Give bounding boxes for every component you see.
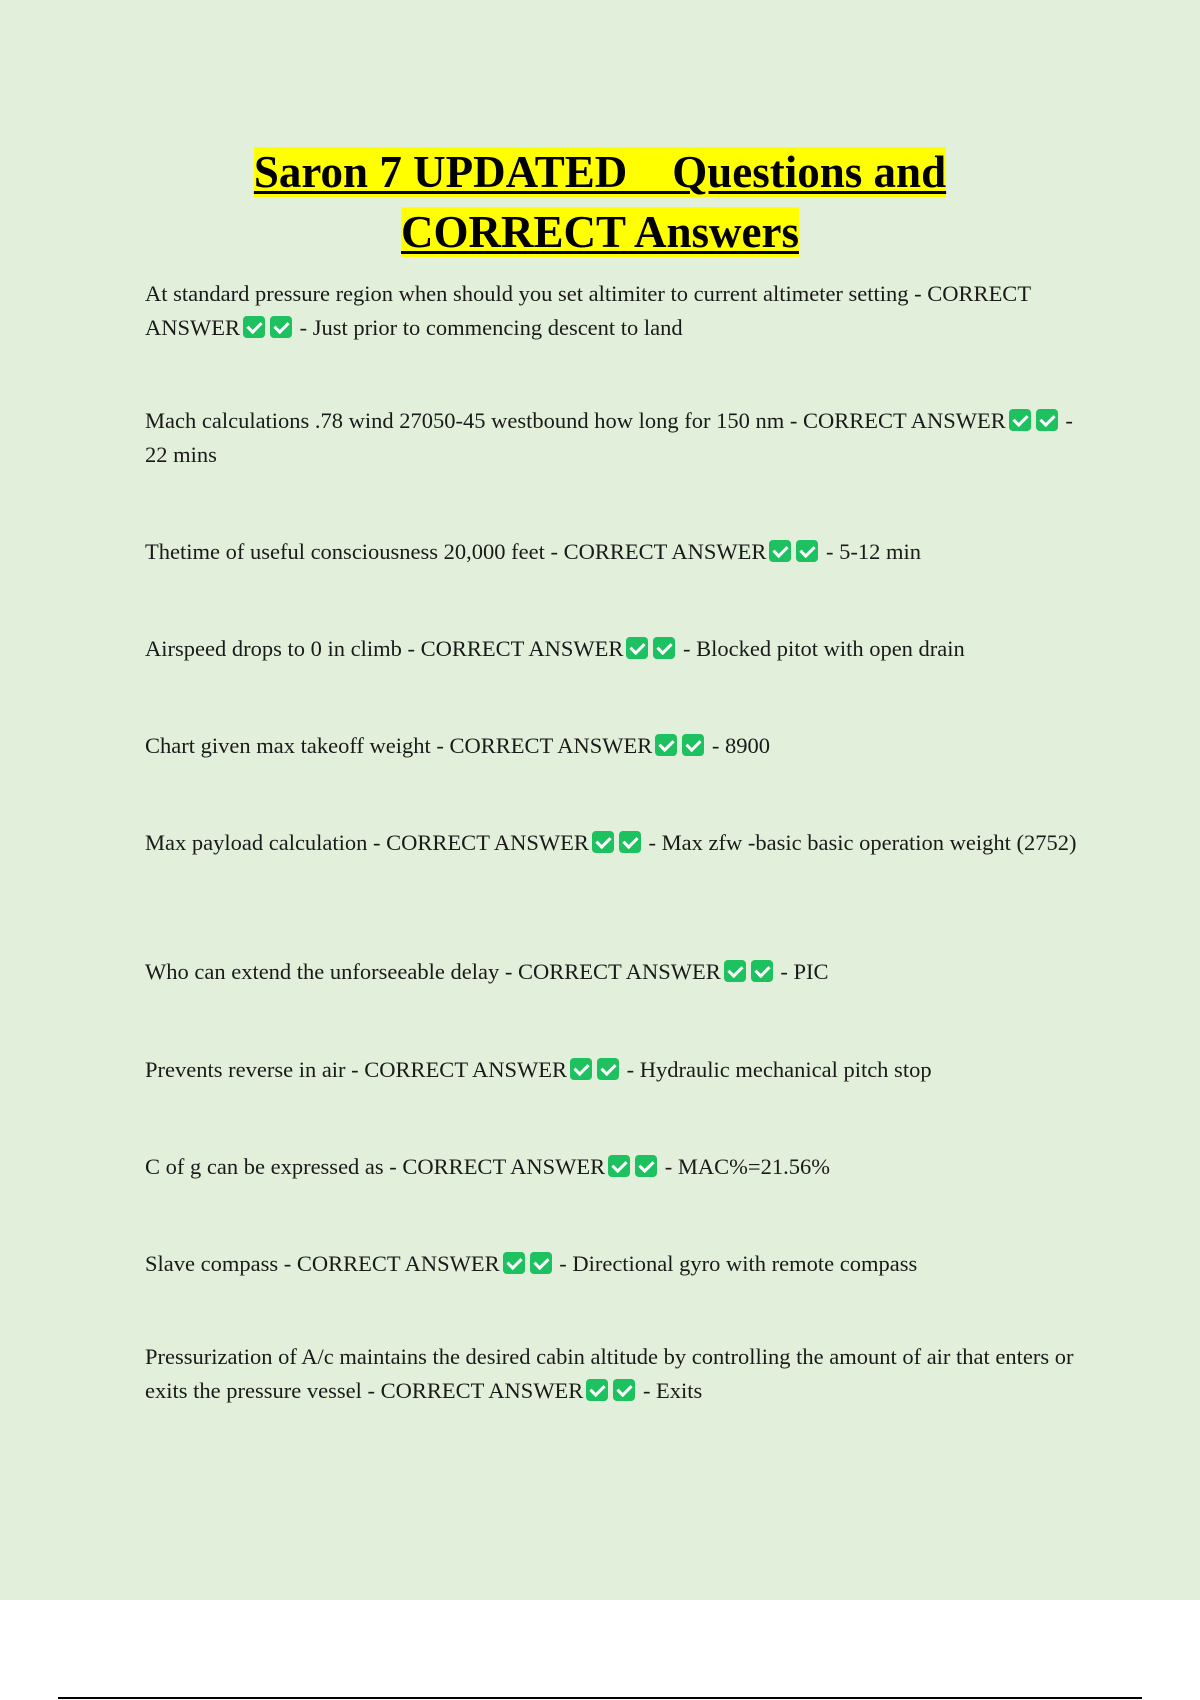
- question-text: Airspeed drops to 0 in climb -: [145, 636, 415, 661]
- check-mark-icon: [503, 1252, 525, 1274]
- question-text: Chart given max takeoff weight -: [145, 733, 444, 758]
- check-mark-icon: [597, 1058, 619, 1080]
- check-mark-icon: [619, 831, 641, 853]
- question-text: Prevents reverse in air -: [145, 1057, 359, 1082]
- qa-item: [145, 1053, 1090, 1087]
- check-mark-icon: [769, 540, 791, 562]
- question-text: Max payload calculation -: [145, 830, 381, 855]
- qa-item: [145, 729, 1090, 763]
- check-mark-icon: [751, 960, 773, 982]
- answer-text: - 8900: [711, 733, 770, 758]
- qa-item: [145, 955, 1090, 989]
- check-mark-icon: [1009, 409, 1031, 431]
- answer-label: CORRECT ANSWER: [402, 1154, 606, 1179]
- answer-text: - MAC%=21.56%: [664, 1154, 830, 1179]
- answer-text: - Directional gyro with remote compass: [559, 1251, 918, 1276]
- answer-label: CORRECT ANSWER: [803, 408, 1006, 433]
- check-mark-icon: [1036, 409, 1058, 431]
- qa-item: [145, 1247, 1090, 1281]
- answer-label: CORRECT ANSWER: [420, 636, 624, 661]
- answer-text: - Just prior to commencing descent to land: [299, 315, 683, 340]
- answer-text: - Blocked pitot with open drain: [682, 636, 965, 661]
- answer-text: - Max zfw -basic basic operation weight (2752): [648, 830, 1077, 855]
- qa-item: [145, 1340, 1090, 1408]
- question-text: Pressurization of A/c maintains the desired cabin altitude by controlling the amount of air that enters or exits the pressure vessel -: [145, 1344, 1074, 1403]
- question-text: Who can extend the unforseeable delay -: [145, 959, 513, 984]
- check-mark-icon: [655, 734, 677, 756]
- answer-text: - Exits: [642, 1378, 703, 1403]
- qa-item: [145, 1150, 1090, 1184]
- qa-item: [145, 535, 1090, 569]
- title-line-1: Saron 7 UPDATED Questions and: [253, 147, 947, 197]
- page-break-rule: [58, 1697, 1142, 1699]
- answer-text: - PIC: [780, 959, 829, 984]
- check-mark-icon: [592, 831, 614, 853]
- answer-label: CORRECT ANSWER: [563, 539, 767, 564]
- answer-label: CORRECT ANSWER: [517, 959, 721, 984]
- qa-item: [145, 632, 1090, 666]
- answer-label: CORRECT ANSWER: [380, 1378, 584, 1403]
- qa-item: [145, 404, 1090, 472]
- question-text: C of g can be expressed as -: [145, 1154, 397, 1179]
- qa-item: [145, 277, 1090, 345]
- answer-label: CORRECT ANSWER: [296, 1251, 500, 1276]
- title-line-2: CORRECT Answers: [401, 207, 799, 257]
- answer-label: CORRECT ANSWER: [145, 281, 1031, 340]
- answer-text: - Hydraulic mechanical pitch stop: [626, 1057, 932, 1082]
- answer-text: - 22 mins: [145, 408, 1073, 467]
- question-text: Slave compass -: [145, 1251, 292, 1276]
- check-mark-icon: [635, 1155, 657, 1177]
- check-mark-icon: [724, 960, 746, 982]
- check-mark-icon: [243, 316, 265, 338]
- question-text: Mach calculations .78 wind 27050-45 westbound how long for 150 nm -: [145, 408, 798, 433]
- check-mark-icon: [530, 1252, 552, 1274]
- answer-label: CORRECT ANSWER: [364, 1057, 568, 1082]
- check-mark-icon: [796, 540, 818, 562]
- question-text: At standard pressure region when should you set altimiter to current altimeter setting -: [145, 281, 922, 306]
- answer-label: CORRECT ANSWER: [386, 830, 589, 855]
- check-mark-icon: [270, 316, 292, 338]
- check-mark-icon: [570, 1058, 592, 1080]
- check-mark-icon: [682, 734, 704, 756]
- check-mark-icon: [613, 1379, 635, 1401]
- check-mark-icon: [626, 637, 648, 659]
- question-text: Thetime of useful consciousness 20,000 feet -: [145, 539, 559, 564]
- answer-text: - 5-12 min: [826, 539, 922, 564]
- check-mark-icon: [586, 1379, 608, 1401]
- check-mark-icon: [608, 1155, 630, 1177]
- check-mark-icon: [653, 637, 675, 659]
- qa-item: [145, 826, 1090, 860]
- answer-label: CORRECT ANSWER: [449, 733, 653, 758]
- document-title: [0, 142, 1200, 262]
